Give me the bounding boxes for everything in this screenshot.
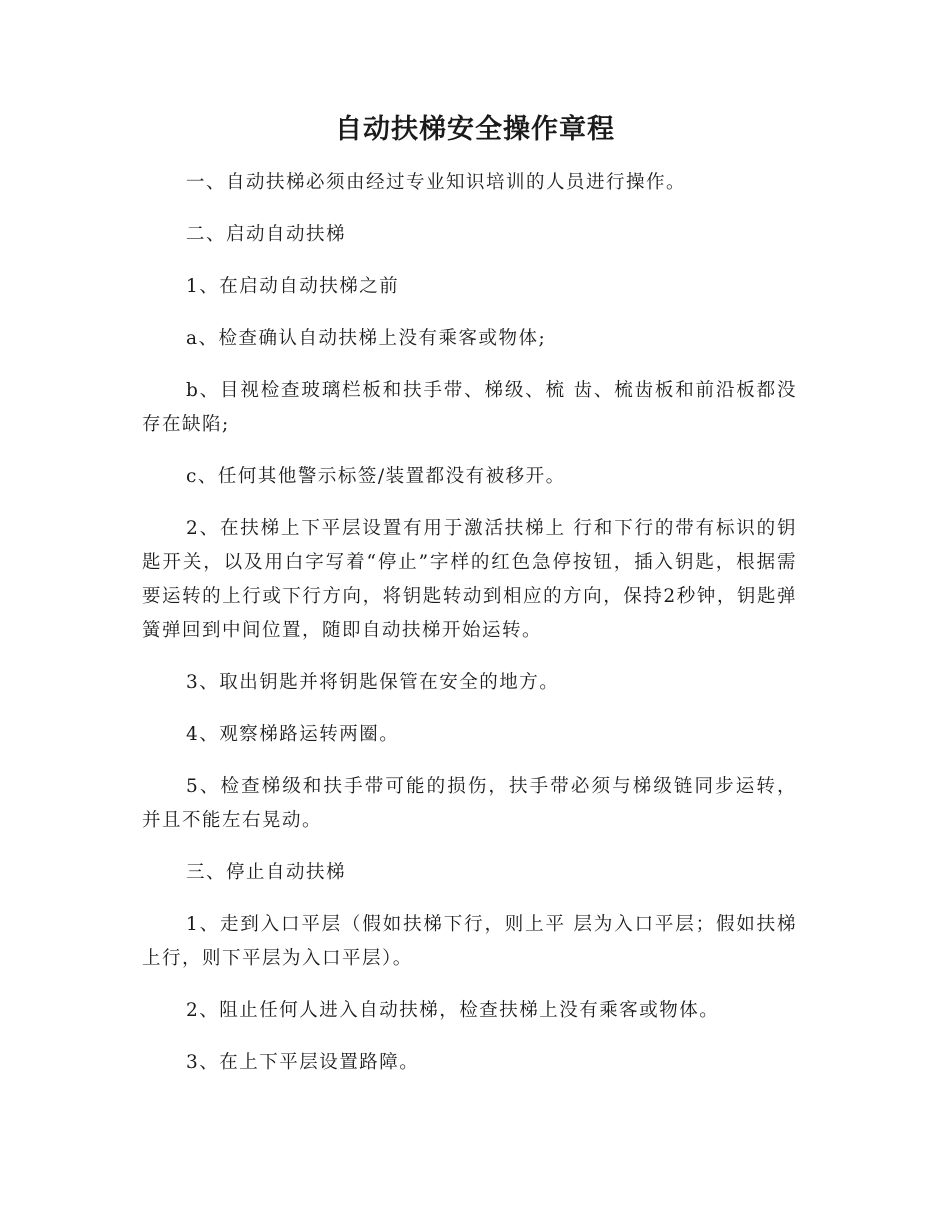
paragraph-before-start: 1、在启动自动扶梯之前: [186, 276, 400, 297]
paragraph-block-entry: 2、阻止任何人进入自动扶梯，检查扶梯上没有乘客或物体。: [186, 1000, 720, 1021]
paragraph-check-damage: 5、检查梯级和扶手带可能的损伤，扶手带必须与梯级链同步运转，并且不能左右晃动。: [142, 776, 797, 831]
section-heading-stop: 三、停止自动扶梯: [186, 862, 347, 883]
paragraph-barrier: 3、在上下平层设置路障。: [186, 1052, 420, 1073]
paragraph-observe: 4、观察梯路运转两圈。: [186, 724, 400, 745]
document-body: [142, 166, 797, 1098]
paragraph-entrance: 1、走到入口平层（假如扶梯下行，则上平 层为入口平层；假如扶梯上行，则下平层为入口平层）。: [142, 914, 797, 969]
paragraph-1: 一、自动扶梯必须由经过专业知识培训的人员进行操作。: [186, 172, 687, 193]
check-item-b: b、目视检查玻璃栏板和扶手带、梯级、梳 齿、梳齿板和前沿板都没存在缺陷;: [142, 380, 797, 435]
section-heading-start: 二、启动自动扶梯: [186, 224, 347, 245]
document-title: 自动扶梯安全操作章程: [335, 114, 615, 145]
check-item-c: c、任何其他警示标签/装置都没有被移开。: [186, 466, 566, 487]
paragraph-key-switch: 2、在扶梯上下平层设置有用于激活扶梯上 行和下行的带有标识的钥匙开关，以及用白字写着“停止”字样的红色急停按钮，插入钥匙，根据需要运转的上行或下行方向，将钥匙转动到相应的方向，保持2秒钟，钥匙弹簧弹回到中间位置，随即自动扶梯开始运转。: [142, 518, 797, 641]
check-item-a: a、检查确认自动扶梯上没有乘客或物体;: [186, 328, 547, 349]
paragraph-remove-key: 3、取出钥匙并将钥匙保管在安全的地方。: [186, 672, 560, 693]
